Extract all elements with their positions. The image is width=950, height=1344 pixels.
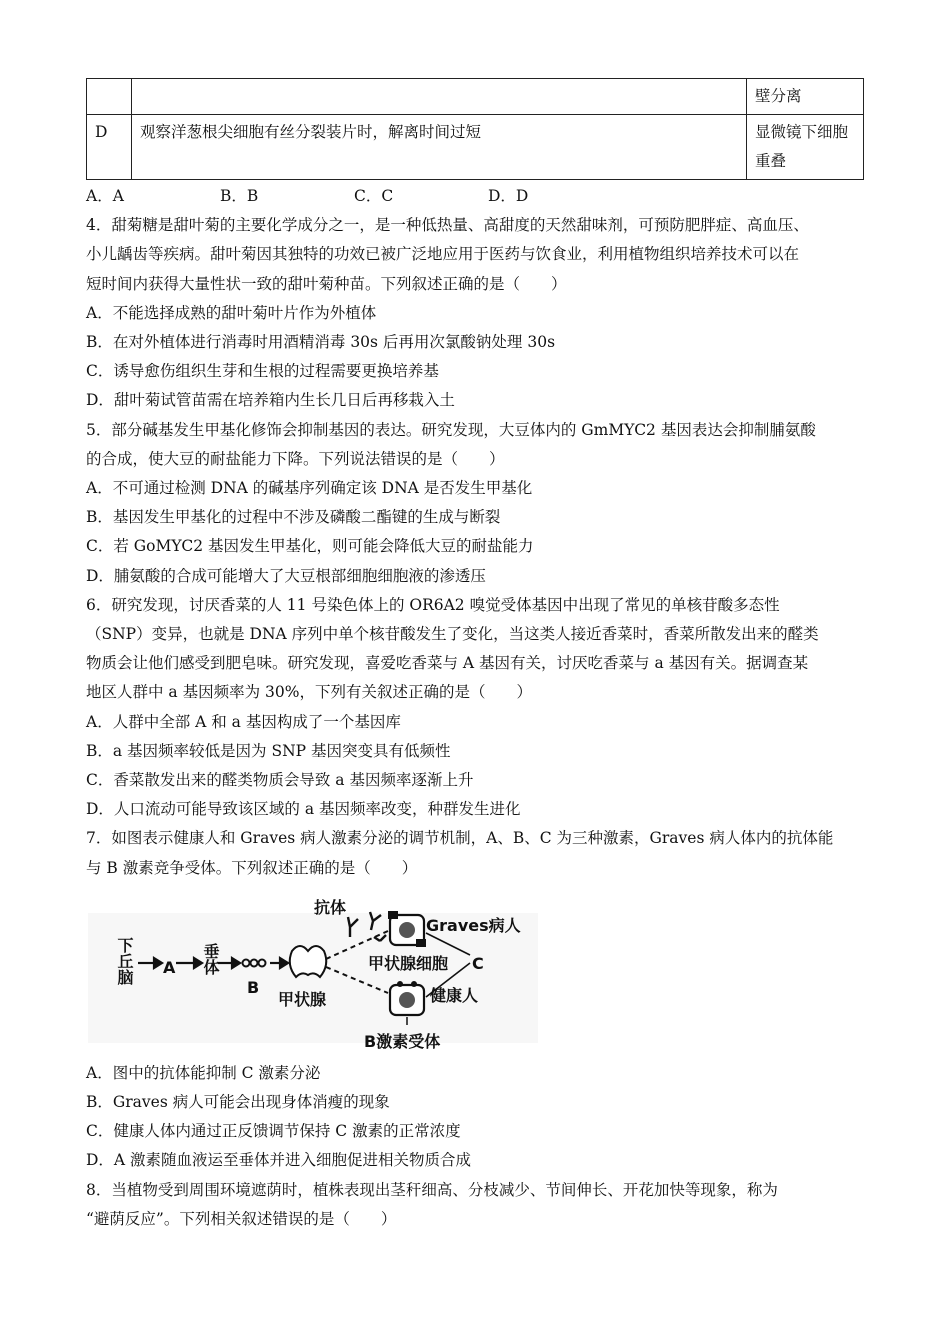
option-c[interactable]: C．香菜散发出来的醛类物质会导致 a 基因频率逐渐上升 (86, 771, 474, 790)
label-b: B (247, 977, 260, 997)
result-line: 显微镜下细胞 (755, 123, 849, 141)
label-c: C (472, 953, 484, 973)
choice-c[interactable]: C．C (354, 187, 394, 205)
option-a[interactable]: A．不可通过检测 DNA 的碱基序列确定该 DNA 是否发生甲基化 (86, 479, 533, 498)
question-line: （SNP）变异，也就是 DNA 序列中单个核苷酸发生了变化，当这类人接近香菜时，香菜所散发出来的醛类 (86, 625, 819, 644)
label-graves: Graves病人 (426, 915, 521, 935)
graves-thyroid-cell-icon (388, 911, 426, 947)
table-row (87, 79, 864, 115)
option-b[interactable]: B．a 基因频率较低是因为 SNP 基因突变具有低频性 (86, 741, 451, 760)
question-line: 5．部分碱基发生甲基化修饰会抑制基因的表达。研究发现，大豆体内的 GmMYC2 基因表达会抑制脯氨酸 (86, 420, 816, 439)
label-thyroid: 甲状腺 (278, 989, 327, 1009)
option-a[interactable]: A．人群中全部 A 和 a 基因构成了一个基因库 (86, 712, 401, 731)
table-cell-result (747, 115, 864, 180)
table-cell-result: 壁分离 (747, 79, 864, 115)
option-b[interactable]: B．基因发生甲基化的过程中不涉及磷酸二酯键的生成与断裂 (86, 508, 501, 527)
option-d[interactable]: D．脯氨酸的合成可能增大了大豆根部细胞细胞液的渗透压 (86, 566, 486, 585)
label-healthy: 健康人 (430, 985, 479, 1005)
label-hypothalamus: 下丘脑 (115, 936, 134, 985)
option-b[interactable]: B．Graves 病人可能会出现身体消瘦的现象 (86, 1093, 390, 1112)
question-6 (86, 591, 866, 825)
question-line: 7．如图表示健康人和 Graves 病人激素分泌的调节机制，A、B、C 为三种激素，Graves 病人体内的抗体能 (86, 829, 834, 848)
table-cell-operation: 观察洋葱根尖细胞有丝分裂装片时，解离时间过短 (132, 115, 747, 180)
healthy-thyroid-cell-icon (390, 981, 424, 1015)
option-b[interactable]: B．在对外植体进行消毒时用酒精消毒 30s 后再用次氯酸钠处理 30s (86, 333, 556, 352)
question-line: 6．研究发现，讨厌香菜的人 11 号染色体上的 OR6A2 嗅觉受体基因中出现了常见的单核苷酸多态性 (86, 595, 780, 614)
question-8 (86, 1176, 866, 1234)
table-cell-option (87, 79, 132, 115)
question-line: 4．甜菊糖是甜叶菊的主要化学成分之一，是一种低热量、高甜度的天然甜味剂，可预防肥胖症、高血压、 (86, 216, 809, 235)
choice-d[interactable]: D．D (488, 187, 529, 205)
table-cell-option: D (87, 115, 132, 180)
option-a[interactable]: A．图中的抗体能抑制 C 激素分泌 (86, 1063, 321, 1082)
result-line: 重叠 (755, 152, 787, 170)
option-a[interactable]: A．不能选择成熟的甜叶菊叶片作为外植体 (86, 303, 377, 322)
question-line: 短时间内获得大量性状一致的甜叶菊种苗。下列叙述正确的是（ ） (86, 274, 567, 293)
label-thyroid-cell: 甲状腺细胞 (368, 953, 449, 973)
choice-b[interactable]: B．B (220, 187, 259, 205)
question-7 (86, 824, 866, 1175)
question-line: 地区人群中 a 基因频率为 30%，下列有关叙述正确的是（ ） (86, 683, 532, 702)
question-5 (86, 416, 866, 591)
exam-page (86, 78, 866, 1234)
label-antibody: 抗体 (314, 897, 347, 917)
label-a: A (163, 957, 176, 977)
option-c[interactable]: C．健康人体内通过正反馈调节保持 C 激素的正常浓度 (86, 1122, 461, 1141)
label-b-receptor: B激素受体 (364, 1031, 441, 1051)
table-row (87, 115, 864, 180)
question-4 (86, 211, 866, 415)
question-line: 物质会让他们感受到肥皂味。研究发现，喜爱吃香菜与 A 基因有关，讨厌吃香菜与 a 基因有关。据调查某 (86, 654, 809, 673)
option-d[interactable]: D．人口流动可能导致该区域的 a 基因频率改变，种群发生进化 (86, 800, 521, 819)
question-line: “避荫反应”。下列相关叙述错误的是（ ） (86, 1209, 397, 1228)
question-line: 与 B 激素竞争受体。下列叙述正确的是（ ） (86, 858, 418, 877)
hormone-regulation-diagram (88, 893, 548, 1053)
option-c[interactable]: C．诱导愈伤组织生芽和生根的过程需要更换培养基 (86, 362, 439, 381)
option-d[interactable]: D．甜叶菊试管苗需在培养箱内生长几日后再移栽入土 (86, 391, 455, 410)
question-line: 的合成，使大豆的耐盐能力下降。下列说法错误的是（ ） (86, 449, 505, 468)
thyroid-gland-icon (290, 946, 327, 977)
option-c[interactable]: C．若 GoMYC2 基因发生甲基化，则可能会降低大豆的耐盐能力 (86, 537, 534, 556)
q3-choices (86, 182, 866, 211)
table-cell-operation (132, 79, 747, 115)
question-line: 小儿龋齿等疾病。甜叶菊因其独特的功效已被广泛地应用于医药与饮食业，利用植物组织培养技术可以在 (86, 245, 800, 264)
experiment-table (86, 78, 864, 180)
label-pituitary: 垂体 (201, 942, 220, 975)
option-d[interactable]: D．A 激素随血液运至垂体并进入细胞促进相关物质合成 (86, 1151, 472, 1170)
question-line: 8．当植物受到周围环境遮荫时，植株表现出茎秆细高、分枝减少、节间伸长、开花加快等现象，称为 (86, 1180, 778, 1199)
choice-a[interactable]: A．A (86, 187, 124, 205)
